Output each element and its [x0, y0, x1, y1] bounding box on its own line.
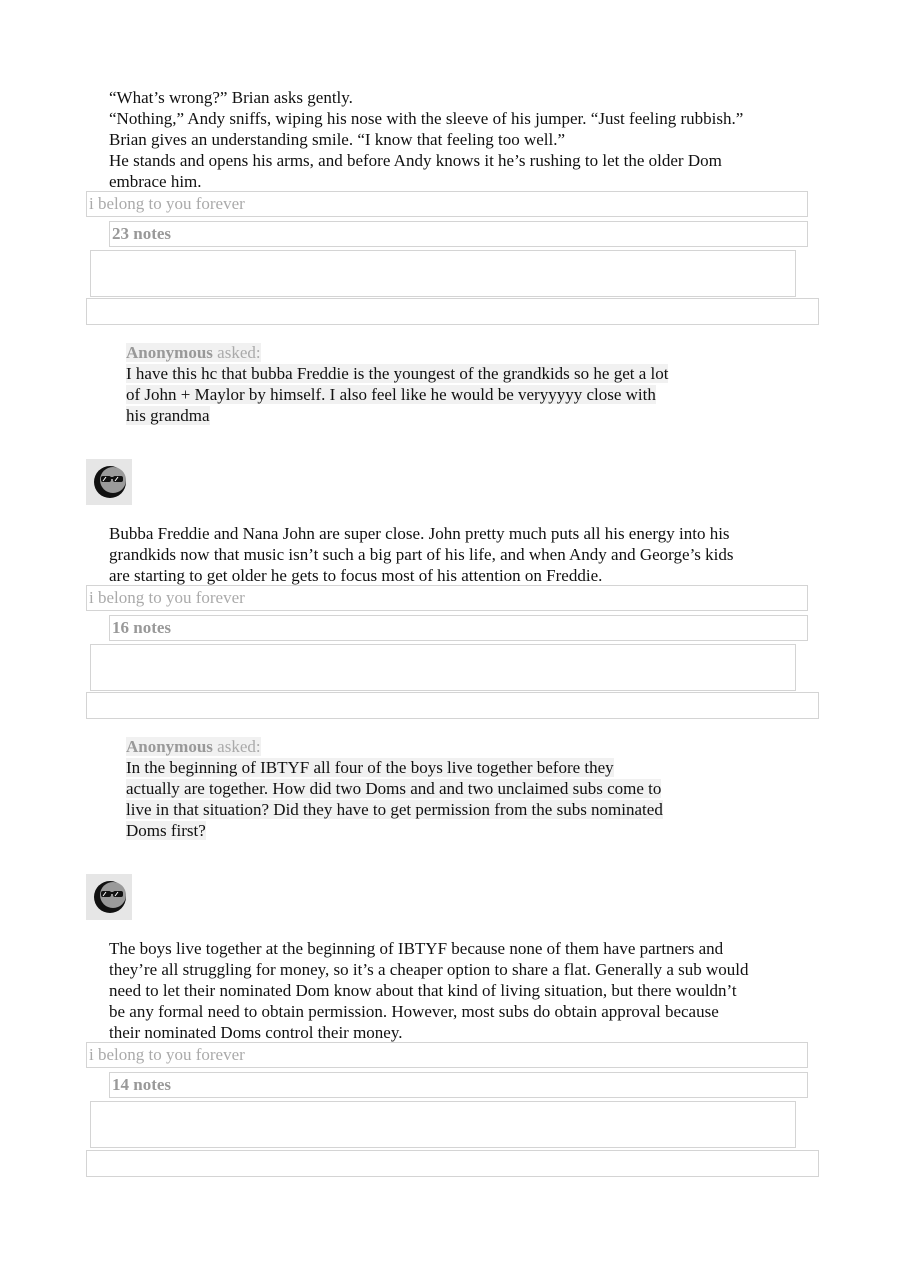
post-separator-box	[86, 1150, 819, 1177]
body-line: “Nothing,” Andy sniffs, wiping his nose with the sleeve of his jumper. “Just feeling rubbish.”	[109, 109, 744, 128]
body-line: embrace him.	[109, 172, 202, 191]
post-footer-box	[90, 644, 796, 691]
question-line: of John + Maylor by himself. I also feel like he would be veryyyyy close with	[126, 385, 656, 404]
question-line: In the beginning of IBTYF all four of the boys live together before they	[126, 758, 614, 777]
asked-label: asked:	[217, 737, 261, 756]
asked-label: asked:	[217, 343, 261, 362]
ask-question	[126, 757, 726, 841]
ask-question	[126, 363, 726, 426]
body-line: are starting to get older he gets to focus most of his attention on Freddie.	[109, 566, 603, 585]
body-line: their nominated Doms control their money.	[109, 1023, 403, 1042]
avatar[interactable]	[86, 874, 132, 920]
notes-count-link[interactable]: 16 notes	[109, 615, 808, 641]
ask-header	[126, 342, 726, 363]
sunglasses-face-icon	[86, 874, 132, 920]
question-line: actually are together. How did two Doms and and two unclaimed subs come to	[126, 779, 662, 798]
body-line: He stands and opens his arms, and before Andy knows it he’s rushing to let the older Dom	[109, 151, 722, 170]
question-line: Doms first?	[126, 821, 206, 840]
post-tag-link[interactable]: i belong to you forever	[86, 191, 808, 217]
post-separator-box	[86, 692, 819, 719]
notes-count-link[interactable]: 23 notes	[109, 221, 808, 247]
ask-header	[126, 736, 726, 757]
post-footer-box	[90, 1101, 796, 1148]
post-2-body	[109, 523, 809, 586]
post-footer-box	[90, 250, 796, 297]
body-line: need to let their nominated Dom know about that kind of living situation, but there wouldn’t	[109, 981, 737, 1000]
post-tag-link[interactable]: i belong to you forever	[86, 585, 808, 611]
post-tag-link[interactable]: i belong to you forever	[86, 1042, 808, 1068]
question-line: his grandma	[126, 406, 210, 425]
body-line: The boys live together at the beginning of IBTYF because none of them have partners and	[109, 939, 724, 958]
post-separator-box	[86, 298, 819, 325]
post-3-body	[109, 938, 819, 1043]
ask-block	[126, 342, 726, 426]
body-line: they’re all struggling for money, so it’s a cheaper option to share a flat. Generally a sub would	[109, 960, 749, 979]
body-line: “What’s wrong?” Brian asks gently.	[109, 88, 353, 107]
avatar[interactable]	[86, 459, 132, 505]
asker-name[interactable]: Anonymous	[126, 343, 213, 362]
body-line: Bubba Freddie and Nana John are super close. John pretty much puts all his energy into his	[109, 524, 730, 543]
asker-name[interactable]: Anonymous	[126, 737, 213, 756]
sunglasses-face-icon	[86, 459, 132, 505]
body-line: grandkids now that music isn’t such a big part of his life, and when Andy and George’s kids	[109, 545, 734, 564]
question-line: I have this hc that bubba Freddie is the youngest of the grandkids so he get a lot	[126, 364, 669, 383]
question-line: live in that situation? Did they have to get permission from the subs nominated	[126, 800, 663, 819]
body-line: Brian gives an understanding smile. “I know that feeling too well.”	[109, 130, 566, 149]
notes-count-link[interactable]: 14 notes	[109, 1072, 808, 1098]
post-1-body	[109, 87, 809, 192]
body-line: be any formal need to obtain permission. However, most subs do obtain approval because	[109, 1002, 719, 1021]
ask-block	[126, 736, 726, 841]
